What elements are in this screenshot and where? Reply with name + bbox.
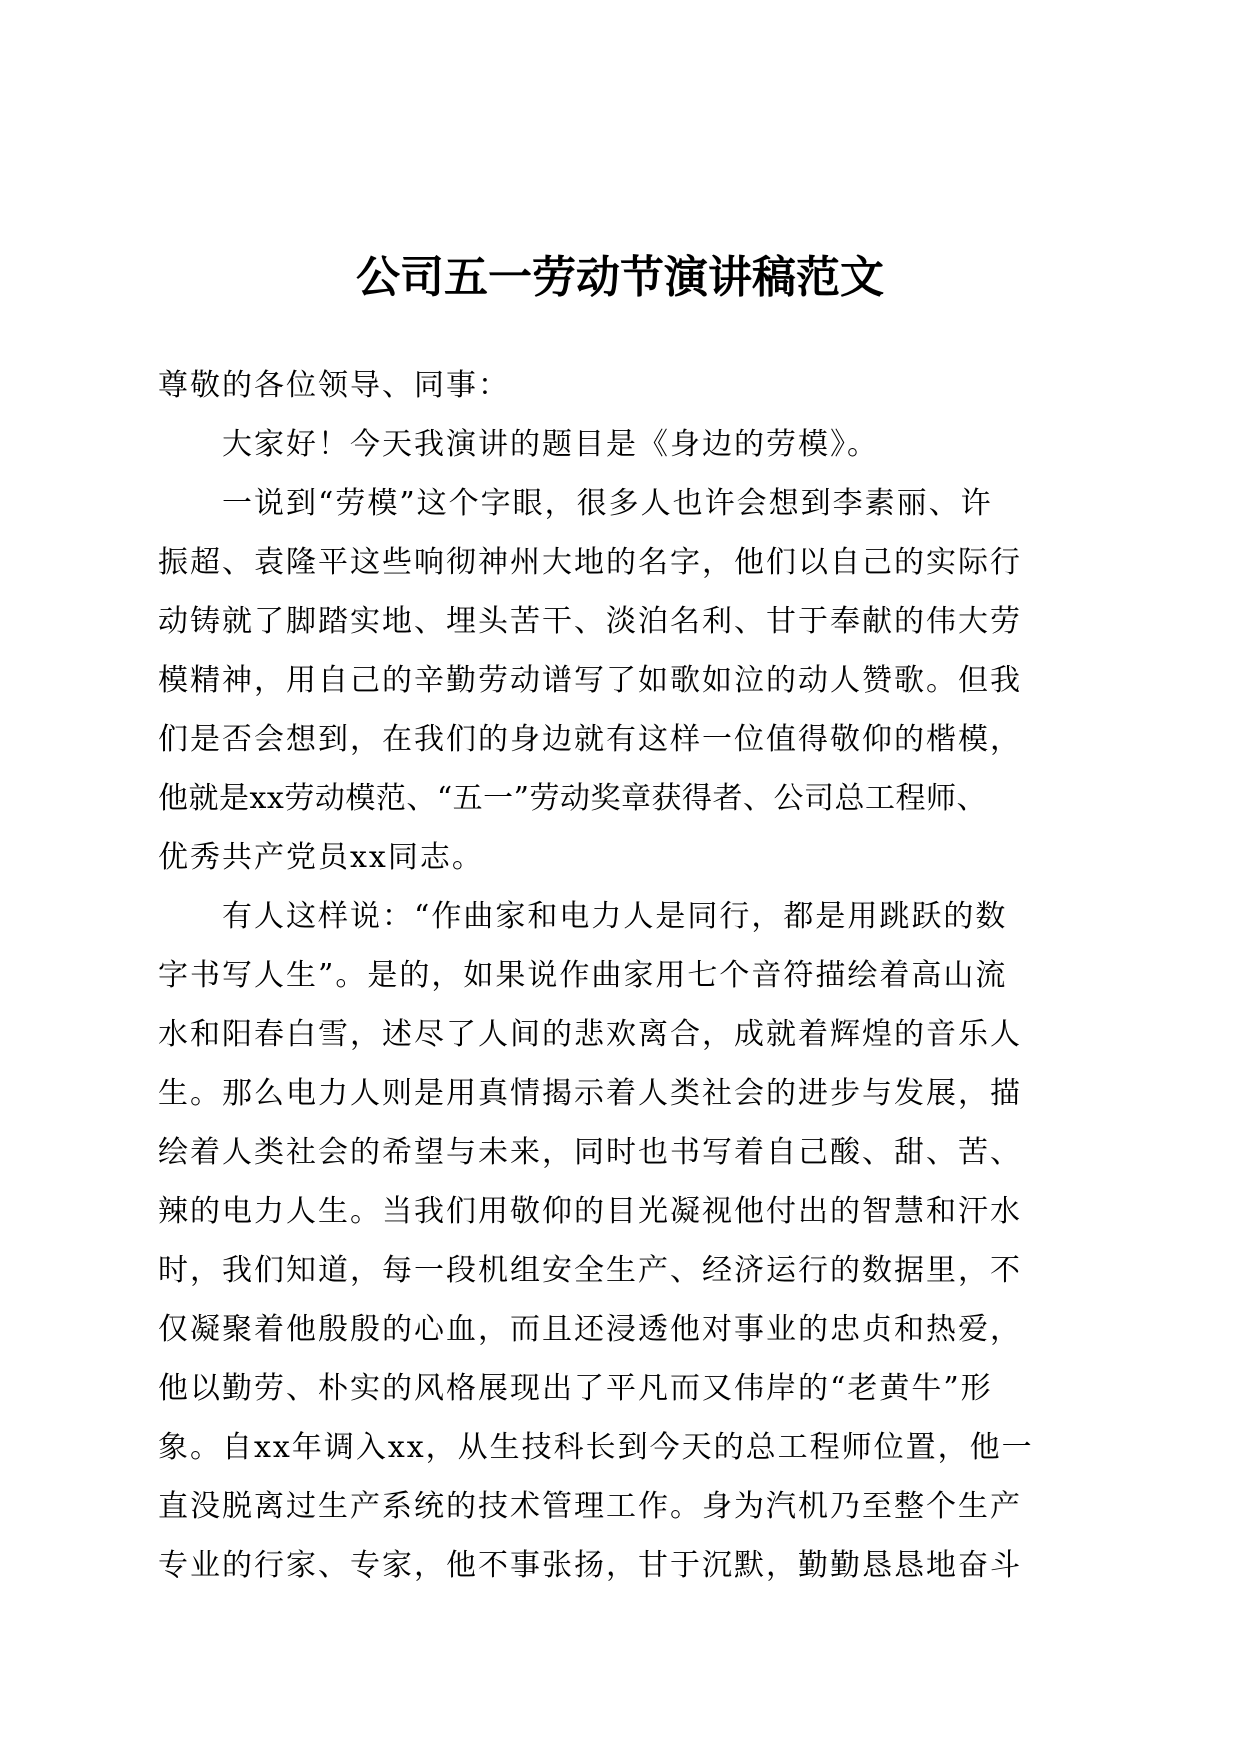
paragraph-line: 辣的电力人生。当我们用敬仰的目光凝视他付出的智慧和汗水	[158, 1194, 1022, 1229]
paragraph-line: 们是否会想到，在我们的身边就有这样一位值得敬仰的楷模，	[158, 722, 1022, 757]
paragraph-line: 大家好！今天我演讲的题目是《身边的劳模》。	[222, 427, 879, 462]
paragraph-line: 水和阳春白雪，述尽了人间的悲欢离合，成就着辉煌的音乐人	[158, 1017, 1022, 1052]
paragraph-line: 绘着人类社会的希望与未来，同时也书写着自己酸、甜、苦、	[158, 1135, 1022, 1170]
paragraph-line: 一说到“劳模”这个字眼，很多人也许会想到李素丽、许	[222, 486, 993, 521]
paragraph-line: 象。自xx年调入xx，从生技科长到今天的总工程师位置，他一	[158, 1430, 1034, 1465]
paragraph-line: 字书写人生”。是的，如果说作曲家用七个音符描绘着高山流	[158, 958, 1008, 993]
paragraph-line: 直没脱离过生产系统的技术管理工作。身为汽机乃至整个生产	[158, 1489, 1022, 1524]
paragraph-line: 他就是xx劳动模范、“五一”劳动奖章获得者、公司总工程师、	[158, 781, 988, 816]
paragraph-line: 有人这样说：“作曲家和电力人是同行，都是用跳跃的数	[222, 899, 1008, 934]
salutation-line: 尊敬的各位领导、同事：	[158, 368, 510, 403]
paragraph-line: 时，我们知道，每一段机组安全生产、经济运行的数据里，不	[158, 1253, 1022, 1288]
paragraph-line: 动铸就了脚踏实地、埋头苦干、淡泊名利、甘于奉献的伟大劳	[158, 604, 1022, 639]
paragraph-line: 专业的行家、专家，他不事张扬，甘于沉默，勤勤恳恳地奋斗	[158, 1548, 1022, 1583]
paragraph-line: 他以勤劳、朴实的风格展现出了平凡而又伟岸的“老黄牛”形	[158, 1371, 993, 1406]
paragraph-line: 优秀共产党员xx同志。	[158, 840, 484, 875]
document-body	[158, 356, 1098, 1595]
paragraph-line: 仅凝聚着他殷殷的心血，而且还浸透他对事业的忠贞和热爱，	[158, 1312, 1022, 1347]
paragraph-line: 振超、袁隆平这些响彻神州大地的名字，他们以自己的实际行	[158, 545, 1022, 580]
paragraph-line: 生。那么电力人则是用真情揭示着人类社会的进步与发展，描	[158, 1076, 1022, 1111]
document-title: 公司五一劳动节演讲稿范文	[356, 252, 884, 303]
paragraph-line: 模精神，用自己的辛勤劳动谱写了如歌如泣的动人赞歌。但我	[158, 663, 1022, 698]
